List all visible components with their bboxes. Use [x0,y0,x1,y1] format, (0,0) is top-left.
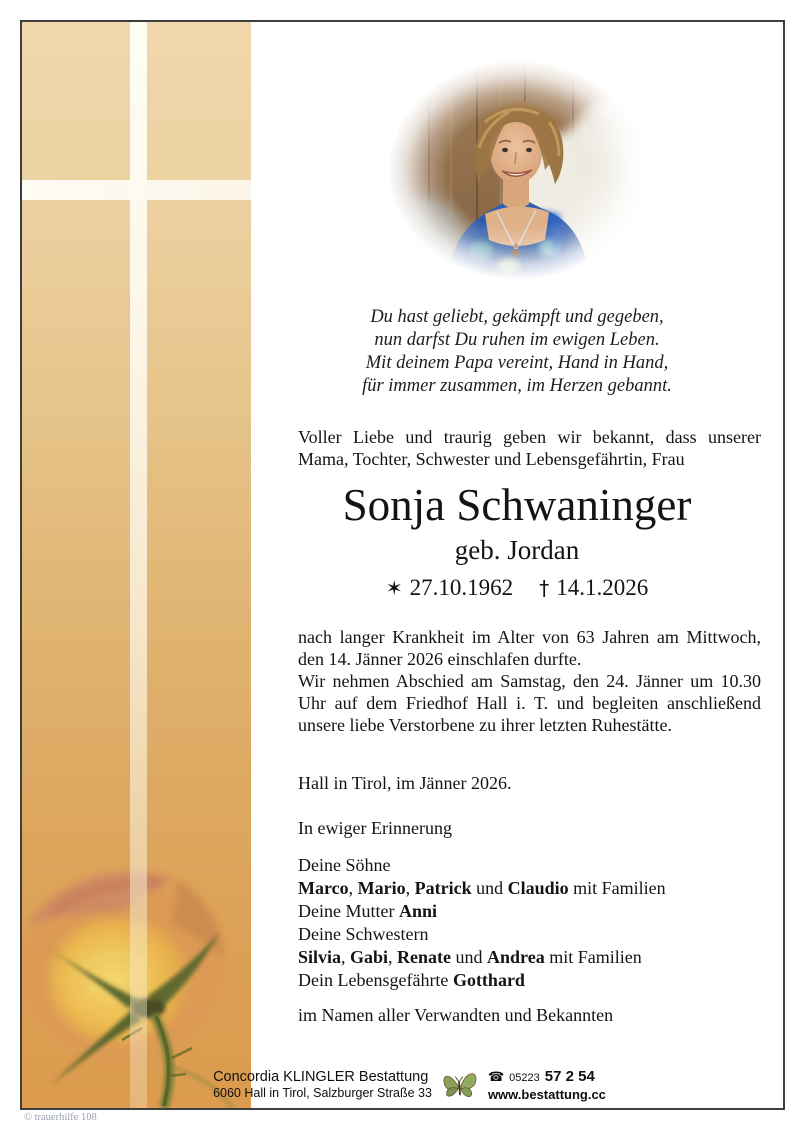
butterfly-logo-icon [441,1069,479,1101]
poem-line: nun darfst Du ruhen im ewigen Leben. [374,330,660,350]
birth-death-dates [251,574,783,602]
announcement-intro: Voller Liebe und traurig geben wir bekannt, dass unserer Mama, Tochter, Schwester und Lebensgefährtin, Frau [298,427,761,469]
cross-horizontal-bar [22,180,251,200]
family-line: Marco, Mario, Patrick und Claudio mit Familien [298,878,666,898]
funeral-home-contact [488,1068,606,1102]
death-date: 14.1.2026 [556,575,649,600]
maiden-name: geb. Jordan [454,535,580,565]
body-paragraph: nach langer Krankheit im Alter von 63 Jahren am Mittwoch, den 14. Jänner 2026 einschlafen durfte. [298,627,761,669]
announcement-body [298,626,761,736]
announcement-column [251,22,783,1108]
memory-line: In ewiger Erinnerung [298,818,452,838]
place-and-date-line: Hall in Tirol, im Jänner 2026. [298,773,512,793]
funeral-home-name: Concordia KLINGLER Bestattung [213,1069,429,1085]
phone-prefix: 05223 [509,1072,540,1084]
birth-star-icon: ✶ [385,576,403,600]
birth-date-group [386,575,513,600]
funeral-home-info [213,1069,432,1101]
memorial-band [22,22,251,1108]
family-line: Silvia, Gabi, Renate und Andrea mit Familien [298,947,642,967]
website-url: www.bestattung.cc [487,1087,606,1102]
phone-line [488,1068,606,1087]
closing-line: im Namen aller Verwandten und Bekannten [298,1005,614,1025]
deceased-name: Sonja Schwaninger [342,480,692,530]
poem-line: für immer zusammen, im Herzen gebannt. [362,376,672,396]
death-cross-icon: † [539,576,550,600]
funeral-home-footer [42,1068,777,1102]
poem-line: Mit deinem Papa vereint, Hand in Hand, [365,353,669,373]
body-paragraph: Wir nehmen Abschied am Samstag, den 24. Jänner um 10.30 Uhr auf dem Friedhof Hall i. T. und begleiten anschließend unsere liebe Verstorbene zu ihrer letzten Ruhestätte. [298,671,761,735]
death-date-group [539,575,648,600]
phone-icon: ☎ [487,1070,505,1085]
memorial-card-frame [20,20,785,1110]
photo-feathered-edge [389,52,645,288]
family-line: Deine Schwestern [298,924,429,944]
family-line: Deine Söhne [298,855,391,875]
birth-date: 27.10.1962 [409,575,514,600]
poem-line: Du hast geliebt, gekämpft und gegeben, [370,307,664,327]
phone-number: 57 2 54 [544,1068,595,1085]
family-line: Dein Lebensgefährte Gotthard [298,970,525,990]
copyright-note: © trauerhilfe 108 [24,1112,97,1123]
portrait-photo [389,52,645,288]
family-line: Deine Mutter Anni [298,901,437,921]
family-list [298,854,761,992]
memorial-poem [261,306,773,398]
funeral-home-address: 6060 Hall in Tirol, Salzburger Straße 33 [213,1086,432,1100]
